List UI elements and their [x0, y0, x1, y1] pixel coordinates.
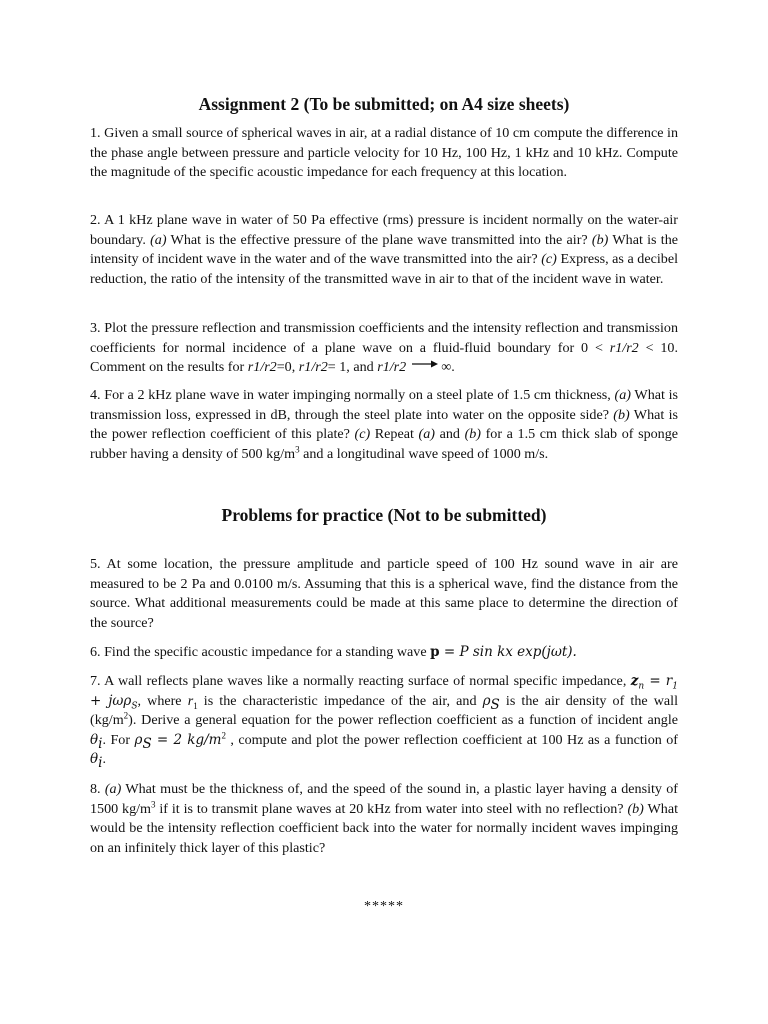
right-arrow-icon: [412, 360, 438, 368]
question-8: 8. (a) What must be the thickness of, and the speed of the sound in, a plastic layer having a density of 1500 $kg/m^3$ if it is to transmit plane waves at 20 kHz from water into steel with no reflection? (b) What would be the intensity reflection coefficient back into the water for normally incident waves impinging on an infinitely thick layer of this plastic?: [90, 781, 679, 856]
question-3: 3. Plot the pressure reflection and transmission coefficients and the intensity reflection and transmission coefficients for normal incidence of a plane wave on a fluid-fluid boundary for 0 < r1/r2 < 10. Comment on the results for r1/r2=0, r1/r2= 1, and r1/r2 ∞.: [90, 320, 678, 375]
question-4: 4. For a 2 kHz plane wave in water impinging normally on a steel plate of 1.5 cm thickness, (a) What is transmission loss, expressed in dB, through the steel plate into water on the opposite side? (b) What is the power reflection coefficient of this plate? (c) Repeat (a) and (b) for a 1.5 cm thick slab of sponge rubber having a density of 500 $kg/m^3$ and a longitudinal wave speed of 1000 m/s.: [90, 387, 679, 462]
question-2: 2. A 1 kHz plane wave in water of 50 Pa effective (rms) pressure is incident normally on the water-air boundary. (a) What is the effective pressure of the plane wave transmitted into the air? (b) What is the intensity of incident wave in the water and of the wave transmitted into the air? (c) Express, as a decibel reduction, the ratio of the intensity of the transmitted wave in air to that of the incident wave in water.: [90, 212, 678, 287]
assignment-title: Assignment 2 (To be submitted; on A4 size sheets): [198, 94, 570, 114]
practice-title: Problems for practice (Not to be submitted): [221, 505, 547, 525]
question-5: 5. At some location, the pressure amplitude and particle speed of 100 Hz sound wave in air are measured to be 2 Pa and 0.0100 m/s. Assuming that this is a spherical wave, find the distance from the source. What additional measurements could be made at this same place to determine the direction of the source?: [90, 556, 678, 631]
question-1: 1. Given a small source of spherical waves in air, at a radial distance of 10 cm compute the difference in the phase angle between pressure and particle velocity for 10 Hz, 100 Hz, 1 kHz and 10 kHz. Compute the magnitude of the specific acoustic impedance for each frequency at this location.: [90, 125, 678, 180]
question-7: 7. A wall reflects plane waves like a normally reacting surface of normal specific impedance, $z_n = r_1 + j\omega\rho_S$, where $r_1$ is the characteristic impedance of the air, and $\rho_S$ is the air density of the wall $(kg/m^2)$. Derive a general equation for the power reflection coefficient as a function of incident angle $\theta_i$. For $\rho_S = 2$ $kg/m^2$ , compute and plot the power reflection coefficient at 100 Hz as a function of $\theta_i$.: [90, 673, 679, 771]
end-marker: *****: [364, 899, 404, 914]
question-6: 6. Find the specific acoustic impedance for a standing wave p = P sin kx exp(jωt).: [90, 644, 577, 660]
